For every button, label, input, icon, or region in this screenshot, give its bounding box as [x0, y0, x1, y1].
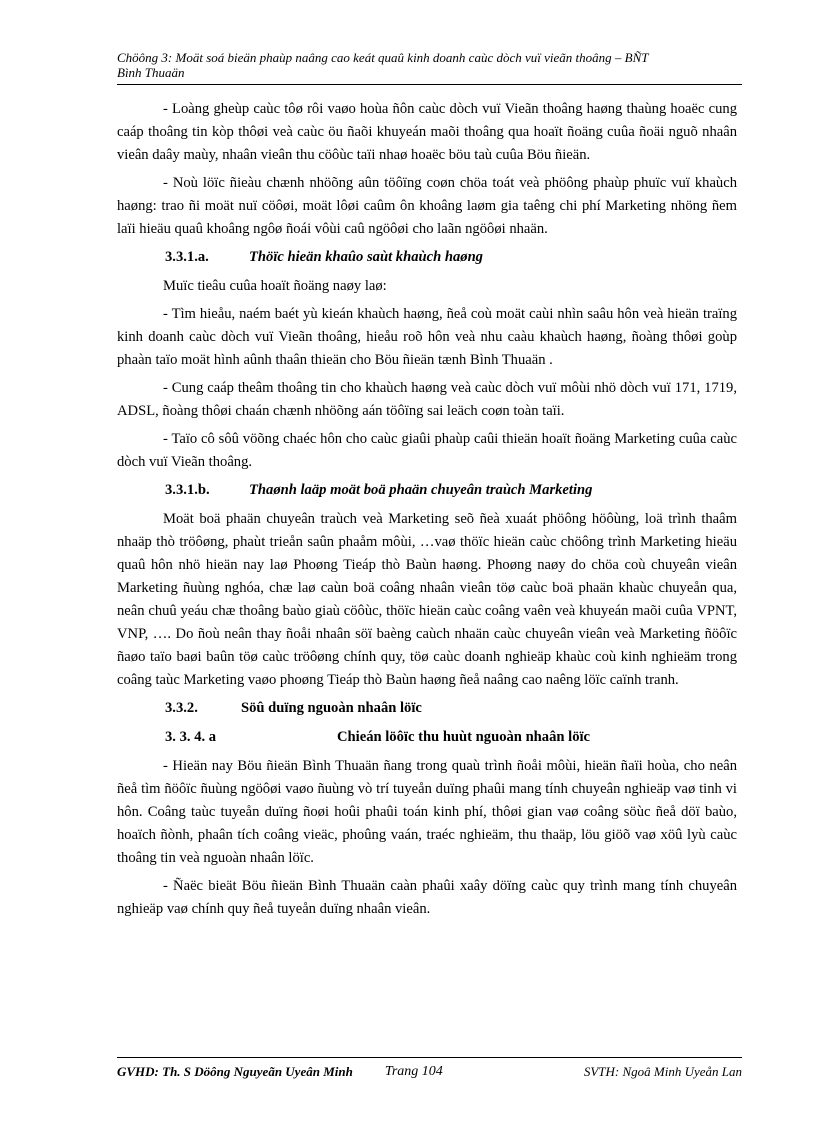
section-title: Chieán löôïc thu huùt nguoàn nhaân löïc [337, 729, 591, 745]
section-title: Thaønh laäp moät boä phaän chuyeân traùch Marketing [249, 482, 593, 498]
section-number: 3.3.2. [165, 700, 198, 716]
paragraph: - Taïo cô sôû vöõng chaéc hôn cho caùc giaûi phaùp caûi thieän hoaït ñoäng Marketing cuûa caùc dòch vuï Vieãn thoâng. [117, 431, 737, 470]
page-header [117, 50, 742, 85]
page-footer [117, 1057, 742, 1080]
footer-advisor: GVHD: Th. S Döông Nguyeãn Uyeân Minh [117, 1064, 353, 1079]
section-heading-3-3-4-a [117, 726, 737, 749]
header-line-1: Chöông 3: Moät soá bieän phaùp naâng cao keát quaû kinh doanh caùc dòch vuï vieãn thoâng – BÑT [117, 50, 649, 65]
footer-student: SVTH: Ngoâ Minh Uyeån Lan [583, 1064, 742, 1079]
paragraph: - Ñaëc bieät Böu ñieän Bình Thuaän caàn phaûi xaây döïng caùc quy trình mang tính chuyeân nghieäp vaø chính quy ñeå tuyeån duïng nhaân vieân. [117, 878, 737, 917]
paragraph: - Loàng gheùp caùc tôø rôi vaøo hoùa ñôn caùc dòch vuï Vieãn thoâng haøng thaùng hoaëc cung caáp thoâng tin kòp thôøi veà caùc öu ñaõi khuyeán maõi thoâng qua hoaït ñoäng cuûa ñoäi nguõ nhaân vieân daây maùy, nhaân vieân thu cöôùc taïi nhaø hoaëc böu taù cuûa Böu ñieän. [117, 101, 737, 163]
paragraph: - Hieän nay Böu ñieän Bình Thuaän ñang trong quaù trình ñoåi môùi, hieän ñaïi hoùa, cho neân ñeå tìm ñöôïc ñuùng ngöôøi vaøo ñuùng vò trí tuyeån duïng phaûi mang tính chuyeân nghieäp vaø tinh vi hôn. Coâng taùc tuyeån duïng ñoøi hoûi phaûi toán kinh phí, thôøi gian vaø coâng söùc ñeå döï baùo, hoaïch ñònh, phaân tích coâng vieäc, phoûng vaán, traéc nghieäm, thu thaäp, löu giöõ vaø xöû lyù caùc thoâng tin veà nguoàn nhaân löïc. [117, 758, 737, 866]
page-number: Trang 104 [384, 1064, 443, 1079]
paragraph: Moät boä phaän chuyeân traùch veà Marketing seõ ñeà xuaát phöông höôùng, loä trình thaâm nhaäp thò tröôøng, phaùt trieån saûn phaåm môùi, …vaø thöïc hieän caùc chöông trình Marketing hieäu quaû hôn nhö hieän nay laø Phoøng Tieáp thò Baùn haøng. Phoøng naøy do chöa coù chuyeân vieân Marketing ñuùng nghóa, chæ laø caùn boä coâng nhaân vieân töø caùc boä phaän khaùc chuyeån qua, neân chuû yeáu chæ thoâng baùo giaù cöôùc, thöïc hieän caùc coâng vaên veà khuyeán maõi cuûa VPNT, VNP, …. Do ñoù neân thay ñoåi nhaân söï baèng caùch nhaän caùc chuyeân vieân veà Marketing ñöôïc ñaøo taïo baøi baûn töø caùc tröôøng chính quy, töø caùc doanh nghieäp khaùc coù kinh nghieäm trong coâng taùc Marketing vaøo phoøng Tieáp thò Baùn haøng ñeå naâng cao naêng löïc caïnh tranh. [117, 511, 737, 688]
page-body [117, 98, 737, 926]
section-title: Söû duïng nguoàn nhaân löïc [241, 700, 422, 716]
section-number: 3. 3. 4. a [165, 729, 217, 745]
section-title: Thöïc hieän khaûo saùt khaùch haøng [249, 249, 483, 265]
section-number: 3.3.1.a. [165, 249, 209, 265]
paragraph: Muïc tieâu cuûa hoaït ñoäng naøy laø: [163, 278, 387, 294]
paragraph: - Cung caáp theâm thoâng tin cho khaùch haøng veà caùc dòch vuï môùi nhö dòch vuï 171, 1719, ADSL, ñoàng thôøi chaán chænh nhöõng aán töôïng sai leäch coøn toàn taïi. [117, 380, 737, 419]
paragraph: - Noù löïc ñieàu chænh nhöõng aûn töôïng coøn chöa toát veà phöông phaùp phuïc vuï khaùch haøng: trao ñi moät nuï cöôøi, moät lôøi caûm ôn khoâng laøm gia taêng chi phí Marketing nhöng ñem laïi hieäu quaû khoâng ngôø ñoái vôùi caû ngöôøi cho laãn ngöôøi nhaän. [117, 175, 737, 237]
paragraph: - Tìm hieåu, naém baét yù kieán khaùch haøng, ñeå coù moät caùi nhìn saâu hôn veà hieän traïng kinh doanh caùc dòch vuï Vieãn thoâng, hieåu roõ hôn veà nhu caàu khaùch haøng, ñoàng thôøi goùp phaàn taïo moät hình aûnh thaân thieän cho Böu ñieän tænh Bình Thuaän . [117, 306, 737, 368]
header-line-2: Bình Thuaän [117, 65, 185, 80]
section-number: 3.3.1.b. [165, 482, 210, 498]
section-heading-3-3-2 [117, 697, 737, 720]
section-heading-3-3-1-a [117, 246, 737, 269]
section-heading-3-3-1-b [117, 479, 737, 502]
